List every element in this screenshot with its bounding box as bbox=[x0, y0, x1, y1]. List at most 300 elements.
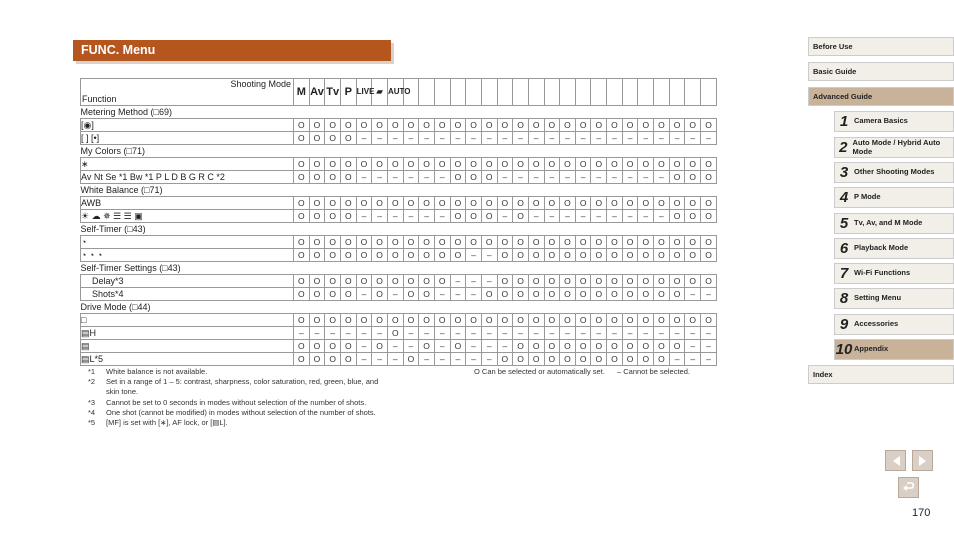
availability-cell: O bbox=[466, 119, 482, 132]
availability-cell: O bbox=[591, 119, 607, 132]
availability-cell: O bbox=[575, 158, 591, 171]
availability-cell: O bbox=[544, 158, 560, 171]
availability-cell: O bbox=[654, 288, 670, 301]
header-function: Function bbox=[82, 94, 117, 104]
availability-cell: O bbox=[669, 171, 685, 184]
availability-cell: O bbox=[294, 249, 310, 262]
availability-cell: O bbox=[450, 236, 466, 249]
availability-cell: O bbox=[638, 314, 654, 327]
availability-cell: O bbox=[294, 171, 310, 184]
availability-cell: O bbox=[294, 314, 310, 327]
availability-cell: O bbox=[622, 158, 638, 171]
availability-cell: O bbox=[387, 314, 403, 327]
availability-cell: – bbox=[466, 327, 482, 340]
availability-cell: – bbox=[356, 210, 372, 223]
availability-cell: O bbox=[450, 197, 466, 210]
function-group-label: Self-Timer Settings (□43) bbox=[81, 262, 717, 275]
nav-advanced-guide[interactable]: Advanced Guide bbox=[808, 87, 954, 106]
chapter-label: Playback Mode bbox=[854, 243, 909, 253]
function-group-label: Drive Mode (□44) bbox=[81, 301, 717, 314]
availability-cell: O bbox=[544, 275, 560, 288]
availability-cell: O bbox=[340, 158, 356, 171]
availability-cell: – bbox=[497, 340, 513, 353]
availability-cell: O bbox=[638, 340, 654, 353]
availability-cell: – bbox=[575, 327, 591, 340]
availability-cell: – bbox=[654, 171, 670, 184]
availability-cell: O bbox=[497, 288, 513, 301]
availability-cell: – bbox=[450, 275, 466, 288]
availability-cell: O bbox=[575, 236, 591, 249]
availability-cell: O bbox=[560, 275, 576, 288]
mode-icon bbox=[481, 79, 497, 106]
prev-page-button[interactable] bbox=[885, 450, 906, 471]
availability-cell: O bbox=[622, 275, 638, 288]
availability-cell: – bbox=[403, 210, 419, 223]
chapter-label: P Mode bbox=[854, 192, 881, 202]
availability-cell: O bbox=[325, 158, 341, 171]
availability-cell: O bbox=[528, 314, 544, 327]
availability-cell: O bbox=[434, 197, 450, 210]
availability-cell: O bbox=[450, 314, 466, 327]
arrow-right-icon bbox=[918, 455, 928, 467]
chapter-6[interactable] bbox=[834, 238, 954, 259]
table-row bbox=[81, 288, 717, 301]
availability-cell: O bbox=[607, 197, 623, 210]
availability-cell: O bbox=[466, 171, 482, 184]
availability-cell: O bbox=[325, 171, 341, 184]
footnotes bbox=[88, 367, 388, 428]
availability-cell: O bbox=[340, 249, 356, 262]
availability-cell: – bbox=[450, 327, 466, 340]
table-row bbox=[81, 223, 717, 236]
availability-cell: – bbox=[622, 327, 638, 340]
availability-cell: O bbox=[372, 158, 388, 171]
availability-cell: O bbox=[325, 353, 341, 366]
table-row bbox=[81, 106, 717, 119]
availability-cell: O bbox=[403, 119, 419, 132]
availability-cell: O bbox=[340, 197, 356, 210]
function-option-label: [◉] bbox=[81, 119, 294, 132]
availability-cell: O bbox=[497, 158, 513, 171]
availability-cell: O bbox=[513, 275, 529, 288]
footnote bbox=[88, 367, 388, 377]
availability-cell: – bbox=[450, 353, 466, 366]
availability-cell: – bbox=[622, 171, 638, 184]
availability-cell: – bbox=[607, 210, 623, 223]
availability-cell: O bbox=[497, 249, 513, 262]
availability-cell: O bbox=[497, 119, 513, 132]
function-group-label: Metering Method (□69) bbox=[81, 106, 717, 119]
availability-cell: – bbox=[419, 353, 435, 366]
availability-cell: – bbox=[654, 327, 670, 340]
availability-cell: O bbox=[450, 210, 466, 223]
availability-cell: O bbox=[481, 210, 497, 223]
availability-cell: O bbox=[701, 314, 717, 327]
availability-cell: O bbox=[340, 119, 356, 132]
availability-cell: O bbox=[403, 288, 419, 301]
mode-icon: P bbox=[340, 79, 356, 106]
availability-cell: O bbox=[497, 236, 513, 249]
footnote-text: Cannot be set to 0 seconds in modes without selection of the number of shots. bbox=[106, 397, 367, 407]
mode-icon bbox=[434, 79, 450, 106]
availability-cell: – bbox=[622, 210, 638, 223]
availability-cell: – bbox=[325, 327, 341, 340]
availability-cell: O bbox=[325, 210, 341, 223]
availability-cell: – bbox=[544, 327, 560, 340]
availability-cell: O bbox=[544, 288, 560, 301]
availability-cell: – bbox=[654, 210, 670, 223]
page-title: FUNC. Menu bbox=[73, 40, 391, 61]
availability-cell: O bbox=[575, 340, 591, 353]
chapter-number: 2 bbox=[839, 139, 848, 156]
availability-cell: – bbox=[419, 171, 435, 184]
availability-cell: – bbox=[685, 340, 701, 353]
availability-cell: O bbox=[591, 236, 607, 249]
availability-cell: O bbox=[372, 288, 388, 301]
availability-cell: O bbox=[434, 249, 450, 262]
availability-cell: O bbox=[685, 119, 701, 132]
availability-cell: O bbox=[669, 119, 685, 132]
availability-cell: – bbox=[575, 210, 591, 223]
availability-cell: O bbox=[481, 171, 497, 184]
footnote bbox=[88, 398, 388, 408]
table-row bbox=[81, 197, 717, 210]
availability-cell: – bbox=[560, 132, 576, 145]
availability-cell: O bbox=[575, 197, 591, 210]
mode-icon bbox=[685, 79, 701, 106]
mode-icon bbox=[450, 79, 466, 106]
availability-cell: – bbox=[294, 327, 310, 340]
availability-cell: – bbox=[638, 171, 654, 184]
availability-cell: O bbox=[669, 249, 685, 262]
availability-cell: O bbox=[325, 288, 341, 301]
mode-icon bbox=[560, 79, 576, 106]
availability-cell: O bbox=[466, 210, 482, 223]
availability-cell: O bbox=[340, 210, 356, 223]
availability-cell: – bbox=[372, 327, 388, 340]
footnote-key: *1 bbox=[88, 367, 96, 376]
availability-cell: – bbox=[575, 171, 591, 184]
availability-cell: O bbox=[669, 158, 685, 171]
availability-cell: O bbox=[309, 171, 325, 184]
availability-cell: O bbox=[685, 171, 701, 184]
availability-cell: O bbox=[513, 210, 529, 223]
legend bbox=[474, 367, 700, 376]
chapter-number: 4 bbox=[839, 189, 849, 206]
availability-cell: O bbox=[528, 275, 544, 288]
availability-cell: O bbox=[340, 171, 356, 184]
availability-cell: O bbox=[325, 340, 341, 353]
availability-cell: O bbox=[591, 288, 607, 301]
availability-cell: O bbox=[638, 275, 654, 288]
availability-cell: O bbox=[466, 158, 482, 171]
availability-cell: O bbox=[528, 158, 544, 171]
mode-icon: LIVE bbox=[356, 79, 372, 106]
availability-cell: – bbox=[560, 210, 576, 223]
availability-cell: O bbox=[372, 119, 388, 132]
nav-index[interactable]: Index bbox=[808, 365, 954, 384]
availability-cell: – bbox=[434, 288, 450, 301]
availability-cell: – bbox=[654, 132, 670, 145]
availability-cell: O bbox=[372, 275, 388, 288]
chapter-number: 5 bbox=[839, 215, 849, 232]
availability-cell: O bbox=[309, 340, 325, 353]
mode-icon: Av bbox=[309, 79, 325, 106]
function-option-label: ☀ ☁ ✵ ☰ ☰ ▣ bbox=[81, 210, 294, 223]
availability-cell: O bbox=[340, 132, 356, 145]
chapter-label: Auto Mode / Hybrid Auto Mode bbox=[852, 138, 941, 156]
availability-cell: O bbox=[638, 119, 654, 132]
availability-cell: O bbox=[340, 314, 356, 327]
table-row bbox=[81, 262, 717, 275]
availability-cell: O bbox=[654, 158, 670, 171]
mode-icon: M bbox=[294, 79, 310, 106]
availability-cell: – bbox=[497, 327, 513, 340]
chapter-8[interactable] bbox=[834, 288, 954, 309]
table-row bbox=[81, 158, 717, 171]
mode-icon bbox=[544, 79, 560, 106]
availability-cell: O bbox=[481, 236, 497, 249]
function-group-label: My Colors (□71) bbox=[81, 145, 717, 158]
availability-cell: – bbox=[513, 132, 529, 145]
chapter-5[interactable] bbox=[834, 213, 954, 234]
availability-cell: O bbox=[434, 236, 450, 249]
availability-cell: O bbox=[325, 314, 341, 327]
availability-cell: – bbox=[481, 340, 497, 353]
availability-cell: – bbox=[481, 132, 497, 145]
availability-cell: O bbox=[419, 340, 435, 353]
availability-cell: O bbox=[654, 119, 670, 132]
availability-cell: – bbox=[419, 132, 435, 145]
availability-cell: O bbox=[356, 236, 372, 249]
table-row bbox=[81, 353, 717, 366]
availability-cell: O bbox=[685, 275, 701, 288]
availability-cell: – bbox=[513, 171, 529, 184]
availability-cell: O bbox=[387, 275, 403, 288]
availability-cell: O bbox=[309, 119, 325, 132]
availability-cell: O bbox=[497, 275, 513, 288]
chapter-4[interactable] bbox=[834, 187, 954, 208]
chapter-number: 1 bbox=[839, 113, 849, 130]
availability-cell: O bbox=[528, 119, 544, 132]
availability-cell: O bbox=[434, 119, 450, 132]
availability-cell: O bbox=[403, 158, 419, 171]
availability-cell: O bbox=[466, 236, 482, 249]
availability-cell: – bbox=[591, 132, 607, 145]
page-number: 170 bbox=[912, 507, 931, 519]
availability-cell: O bbox=[701, 236, 717, 249]
chapter-1[interactable] bbox=[834, 111, 954, 132]
chapter-label: Camera Basics bbox=[854, 116, 908, 126]
availability-cell: O bbox=[575, 119, 591, 132]
availability-cell: – bbox=[434, 353, 450, 366]
availability-cell: – bbox=[497, 132, 513, 145]
availability-cell: O bbox=[356, 275, 372, 288]
availability-cell: O bbox=[403, 236, 419, 249]
availability-cell: – bbox=[387, 288, 403, 301]
availability-cell: – bbox=[528, 210, 544, 223]
mode-icon bbox=[701, 79, 717, 106]
availability-cell: O bbox=[607, 340, 623, 353]
availability-cell: – bbox=[356, 327, 372, 340]
availability-cell: O bbox=[544, 340, 560, 353]
availability-cell: O bbox=[325, 132, 341, 145]
availability-cell: – bbox=[701, 353, 717, 366]
chapter-9[interactable] bbox=[834, 314, 954, 335]
table-row bbox=[81, 301, 717, 314]
availability-cell: O bbox=[294, 353, 310, 366]
availability-cell: O bbox=[419, 314, 435, 327]
availability-cell: O bbox=[403, 353, 419, 366]
availability-cell: O bbox=[575, 288, 591, 301]
availability-cell: O bbox=[450, 158, 466, 171]
availability-cell: – bbox=[685, 288, 701, 301]
availability-cell: O bbox=[325, 119, 341, 132]
availability-cell: O bbox=[591, 275, 607, 288]
chapter-7[interactable] bbox=[834, 263, 954, 284]
availability-cell: O bbox=[685, 236, 701, 249]
availability-cell: O bbox=[356, 119, 372, 132]
legend-can: O Can be selected or automatically set. bbox=[474, 367, 605, 376]
availability-cell: O bbox=[622, 353, 638, 366]
availability-cell: – bbox=[544, 132, 560, 145]
availability-cell: O bbox=[403, 197, 419, 210]
availability-cell: O bbox=[497, 197, 513, 210]
availability-cell: – bbox=[638, 132, 654, 145]
availability-cell: O bbox=[309, 288, 325, 301]
availability-cell: O bbox=[481, 314, 497, 327]
availability-cell: – bbox=[607, 327, 623, 340]
availability-cell: – bbox=[403, 327, 419, 340]
availability-cell: O bbox=[575, 275, 591, 288]
availability-cell: – bbox=[434, 132, 450, 145]
function-option-label: ∗ bbox=[81, 158, 294, 171]
chapter-3[interactable] bbox=[834, 162, 954, 183]
footnote bbox=[88, 418, 388, 428]
chapter-number: 6 bbox=[839, 240, 849, 257]
availability-cell: O bbox=[528, 340, 544, 353]
chapter-label: Accessories bbox=[854, 319, 899, 329]
availability-cell: O bbox=[325, 249, 341, 262]
availability-cell: O bbox=[419, 236, 435, 249]
table-row bbox=[81, 184, 717, 197]
availability-cell: O bbox=[434, 275, 450, 288]
function-option-label: Av Nt Se *1 Bw *1 P L D B G R C *2 bbox=[81, 171, 294, 184]
mode-icon bbox=[607, 79, 623, 106]
availability-cell: – bbox=[372, 171, 388, 184]
availability-cell: – bbox=[403, 171, 419, 184]
chapter-label: Wi-Fi Functions bbox=[854, 268, 911, 278]
availability-cell: O bbox=[591, 340, 607, 353]
availability-cell: O bbox=[481, 119, 497, 132]
availability-cell: O bbox=[340, 353, 356, 366]
mode-icon bbox=[419, 79, 435, 106]
availability-cell: O bbox=[403, 314, 419, 327]
availability-cell: O bbox=[685, 197, 701, 210]
availability-cell: O bbox=[654, 353, 670, 366]
mode-icon bbox=[528, 79, 544, 106]
availability-cell: O bbox=[638, 249, 654, 262]
availability-cell: O bbox=[654, 249, 670, 262]
availability-cell: – bbox=[701, 132, 717, 145]
availability-cell: O bbox=[481, 197, 497, 210]
availability-cell: O bbox=[419, 119, 435, 132]
availability-cell: – bbox=[544, 171, 560, 184]
availability-cell: O bbox=[294, 340, 310, 353]
availability-cell: O bbox=[560, 340, 576, 353]
availability-cell: O bbox=[669, 288, 685, 301]
availability-cell: O bbox=[560, 197, 576, 210]
availability-cell: – bbox=[434, 340, 450, 353]
availability-cell: – bbox=[481, 249, 497, 262]
availability-cell: – bbox=[356, 340, 372, 353]
availability-cell: O bbox=[356, 314, 372, 327]
chapter-10[interactable] bbox=[834, 339, 954, 360]
availability-cell: O bbox=[560, 236, 576, 249]
availability-cell: O bbox=[560, 288, 576, 301]
availability-cell: – bbox=[513, 327, 529, 340]
availability-cell: O bbox=[419, 249, 435, 262]
availability-cell: O bbox=[513, 158, 529, 171]
availability-cell: – bbox=[466, 275, 482, 288]
nav-basic-guide[interactable]: Basic Guide bbox=[808, 62, 954, 81]
availability-cell: – bbox=[622, 132, 638, 145]
availability-cell: O bbox=[575, 314, 591, 327]
availability-cell: – bbox=[560, 171, 576, 184]
availability-cell: – bbox=[419, 210, 435, 223]
availability-cell: O bbox=[340, 288, 356, 301]
nav-before-use[interactable]: Before Use bbox=[808, 37, 954, 56]
chapter-2[interactable] bbox=[834, 137, 954, 158]
function-group-label: Self-Timer (□43) bbox=[81, 223, 717, 236]
chapter-number: 7 bbox=[839, 265, 849, 282]
availability-cell: O bbox=[372, 197, 388, 210]
mode-icon bbox=[466, 79, 482, 106]
chapter-number: 9 bbox=[839, 316, 849, 333]
availability-cell: O bbox=[622, 314, 638, 327]
availability-cell: O bbox=[356, 249, 372, 262]
function-option-label: ▤L*5 bbox=[81, 353, 294, 366]
availability-cell: O bbox=[607, 236, 623, 249]
availability-cell: O bbox=[685, 249, 701, 262]
availability-cell: O bbox=[607, 119, 623, 132]
return-button[interactable] bbox=[898, 477, 919, 498]
availability-cell: O bbox=[528, 197, 544, 210]
availability-cell: – bbox=[356, 288, 372, 301]
availability-cell: – bbox=[387, 171, 403, 184]
availability-cell: – bbox=[356, 132, 372, 145]
availability-cell: – bbox=[387, 132, 403, 145]
availability-cell: O bbox=[638, 236, 654, 249]
availability-cell: O bbox=[544, 314, 560, 327]
next-page-button[interactable] bbox=[912, 450, 933, 471]
availability-cell: O bbox=[372, 249, 388, 262]
footnote-key: *3 bbox=[88, 397, 96, 407]
availability-cell: O bbox=[387, 197, 403, 210]
availability-cell: – bbox=[434, 171, 450, 184]
availability-cell: O bbox=[544, 197, 560, 210]
function-option-label: ▤H bbox=[81, 327, 294, 340]
availability-cell: – bbox=[403, 132, 419, 145]
table-row bbox=[81, 145, 717, 158]
availability-cell: O bbox=[654, 236, 670, 249]
availability-cell: – bbox=[434, 210, 450, 223]
availability-cell: O bbox=[513, 314, 529, 327]
availability-cell: O bbox=[607, 288, 623, 301]
availability-cell: – bbox=[340, 327, 356, 340]
table-row bbox=[81, 340, 717, 353]
availability-cell: O bbox=[340, 275, 356, 288]
